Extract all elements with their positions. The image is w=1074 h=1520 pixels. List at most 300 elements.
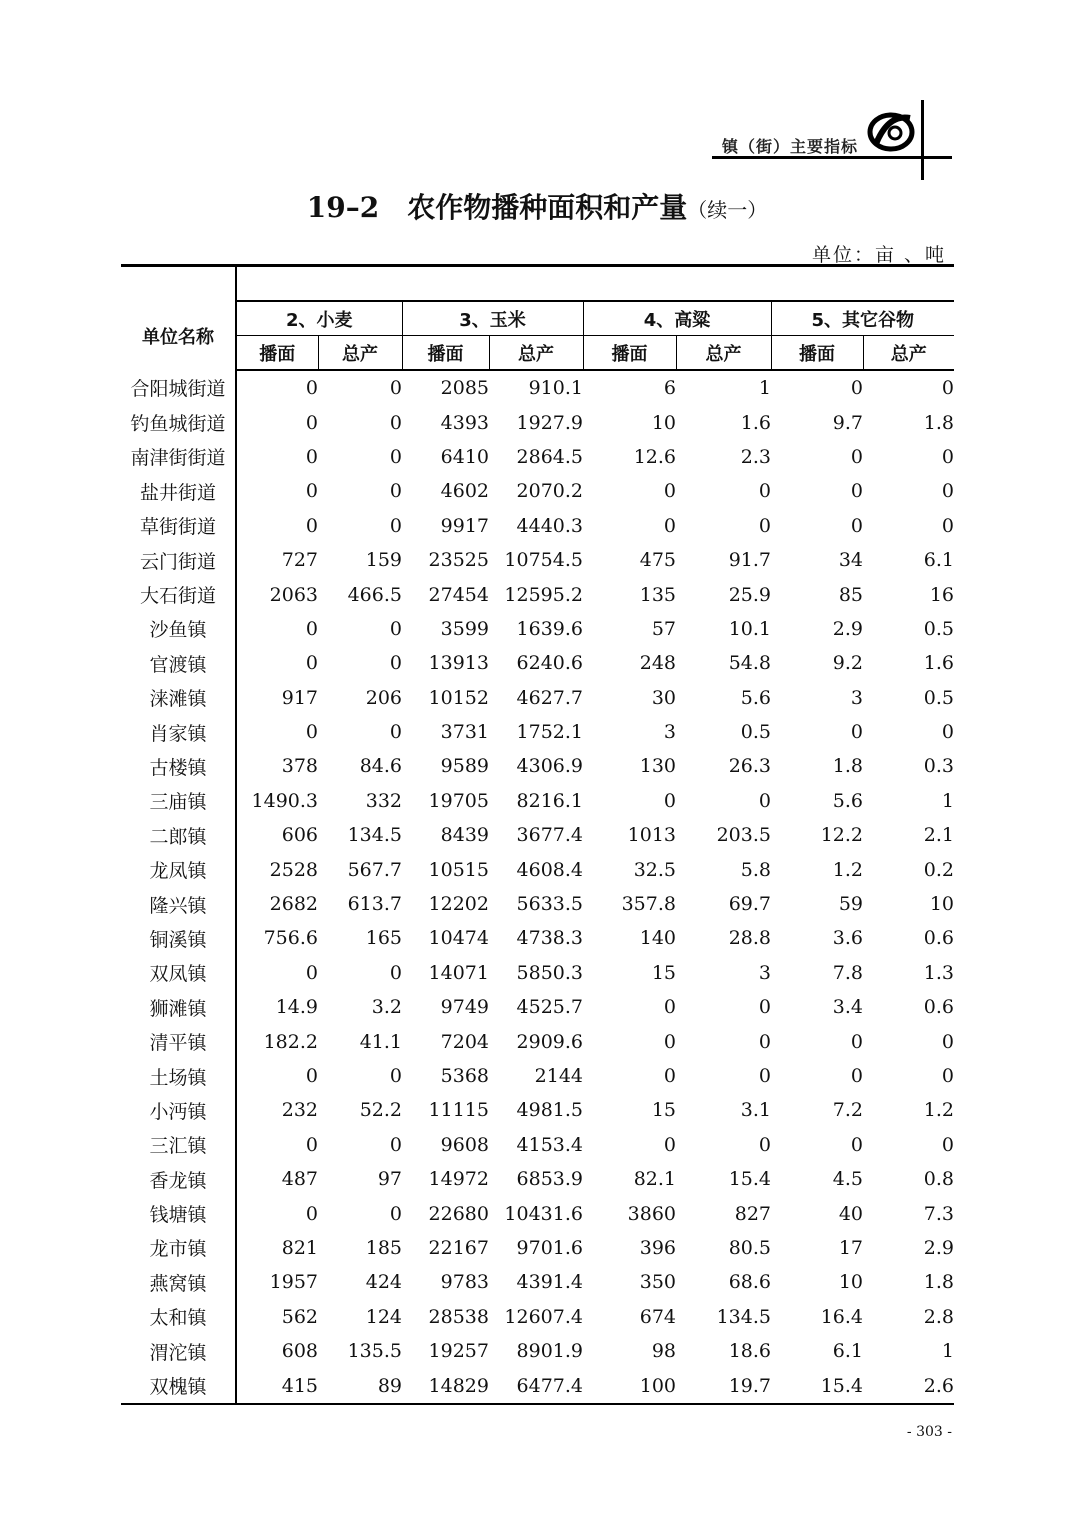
table-cell: 9783 — [440, 1271, 489, 1294]
table-cell: 12.6 — [633, 445, 676, 468]
table-cell: 6410 — [440, 445, 489, 468]
table-cell: 10474 — [428, 927, 489, 950]
table-cell: 32.5 — [633, 858, 676, 881]
table-cell: 30 — [651, 686, 676, 709]
table-cell: 2909.6 — [516, 1030, 583, 1053]
table-cell: 248 — [639, 652, 676, 675]
table-cell: 17 — [838, 1236, 863, 1259]
table-cell: 6 — [663, 377, 676, 400]
table-cell: 332 — [365, 789, 402, 812]
sub-header-output: 总产 — [863, 336, 954, 371]
table-cell: 10.1 — [728, 617, 771, 640]
row-unit-name: 隆兴镇 — [121, 887, 236, 921]
sub-header-row — [121, 336, 954, 371]
sub-header-output: 总产 — [318, 336, 402, 371]
table-row — [121, 646, 954, 680]
table-cell: 674 — [639, 1305, 676, 1328]
table-cell: 756.6 — [263, 927, 318, 950]
table-cell: 3.4 — [832, 996, 863, 1019]
table-cell: 206 — [365, 686, 402, 709]
table-cell: 0 — [305, 377, 318, 400]
table-cell: 10754.5 — [504, 549, 583, 572]
table-cell: 2063 — [269, 583, 318, 606]
row-unit-name: 大石街道 — [121, 577, 236, 611]
table-cell: 9749 — [440, 996, 489, 1019]
table-cell: 0 — [305, 1065, 318, 1087]
table-cell: 19.7 — [676, 1368, 771, 1403]
row-unit-name: 土场镇 — [121, 1059, 236, 1093]
table-cell: 14071 — [428, 961, 489, 984]
table-cell: 350 — [639, 1271, 676, 1294]
table-row — [121, 440, 954, 474]
table-row — [121, 1093, 954, 1127]
table-cell: 475 — [639, 549, 676, 572]
table-cell: 22167 — [428, 1236, 489, 1259]
table-cell: 69.7 — [728, 893, 771, 916]
table-cell: 82.1 — [633, 1168, 676, 1191]
table-cell: 15 — [651, 961, 676, 984]
table-cell: 0 — [941, 445, 954, 468]
table-cell: 28.8 — [728, 927, 771, 950]
table-cell: 1.3 — [923, 961, 954, 984]
table-cell: 608 — [281, 1340, 318, 1363]
row-unit-name: 涞滩镇 — [121, 681, 236, 715]
table-cell: 0 — [389, 1202, 402, 1225]
table-cell: 466.5 — [347, 583, 402, 606]
row-unit-name: 龙凤镇 — [121, 852, 236, 886]
table-cell: 182.2 — [263, 1030, 318, 1053]
table-cell: 424 — [365, 1271, 402, 1294]
group-header-corn: 3、玉米 — [402, 301, 583, 336]
table-cell: 54.8 — [728, 652, 771, 675]
table-row — [121, 577, 954, 611]
table-cell: 26.3 — [728, 755, 771, 778]
row-unit-name: 钓鱼城街道 — [121, 405, 236, 439]
table-cell: 97 — [377, 1168, 402, 1191]
row-unit-name: 沙鱼镇 — [121, 612, 236, 646]
table-cell: 68.6 — [728, 1271, 771, 1294]
table-cell: 10152 — [428, 686, 489, 709]
table-cell: 827 — [734, 1202, 771, 1225]
table-cell: 4153.4 — [516, 1133, 583, 1156]
table-cell: 14.9 — [275, 996, 318, 1019]
table-cell: 0 — [305, 617, 318, 640]
table-cell: 5368 — [440, 1065, 489, 1087]
table-cell: 0 — [850, 1030, 863, 1053]
table-cell: 4306.9 — [516, 755, 583, 778]
table-cell: 4738.3 — [516, 927, 583, 950]
table-cell: 0 — [941, 514, 954, 537]
table-cell: 0 — [389, 514, 402, 537]
table-cell: 23525 — [428, 549, 489, 572]
table-cell: 9917 — [440, 514, 489, 537]
table-cell: 14829 — [402, 1368, 489, 1403]
table-row — [121, 405, 954, 439]
table-row — [121, 681, 954, 715]
table-cell: 1639.6 — [516, 617, 583, 640]
table-cell: 2.6 — [863, 1368, 954, 1403]
table-cell: 6240.6 — [516, 652, 583, 675]
table-row — [121, 887, 954, 921]
table-cell: 0 — [389, 617, 402, 640]
header-vertical-rule — [921, 100, 924, 180]
table-cell: 19705 — [428, 789, 489, 812]
table-cell: 3.6 — [832, 927, 863, 950]
row-unit-name: 狮滩镇 — [121, 990, 236, 1024]
table-cell: 16.4 — [820, 1305, 863, 1328]
table-row — [121, 1162, 954, 1196]
table-cell: 0 — [389, 445, 402, 468]
table-cell: 22680 — [428, 1202, 489, 1225]
table-number: 19–2 — [306, 191, 380, 224]
table-cell: 562 — [281, 1305, 318, 1328]
row-unit-name: 清平镇 — [121, 1024, 236, 1058]
table-cell: 2.9 — [923, 1236, 954, 1259]
table-cell: 0 — [663, 1133, 676, 1156]
table-cell: 0 — [663, 1030, 676, 1053]
table-cell: 4391.4 — [516, 1271, 583, 1294]
table-cell: 1.6 — [740, 411, 771, 434]
table-cell: 8439 — [440, 824, 489, 847]
table-cell: 0.5 — [923, 617, 954, 640]
table-row — [121, 543, 954, 577]
table-cell: 0 — [850, 514, 863, 537]
table-cell: 57 — [651, 617, 676, 640]
table-cell: 1.2 — [832, 858, 863, 881]
page-title — [0, 186, 1074, 226]
table-cell: 0 — [663, 996, 676, 1019]
table-cell: 0 — [389, 1133, 402, 1156]
table-cell: 0 — [850, 377, 863, 400]
table-row — [121, 1024, 954, 1058]
table-cell: 0 — [305, 652, 318, 675]
table-row — [121, 1231, 954, 1265]
row-unit-name: 草街街道 — [121, 509, 236, 543]
table-cell: 0 — [305, 411, 318, 434]
table-cell: 0 — [758, 996, 771, 1019]
table-cell: 910.1 — [528, 377, 583, 400]
table-cell: 15.4 — [728, 1168, 771, 1191]
table-cell: 0 — [305, 721, 318, 744]
sub-header-area: 播面 — [236, 336, 318, 371]
table-cell: 0 — [389, 721, 402, 744]
table-cell: 1 — [941, 1340, 954, 1363]
table-cell: 5.6 — [832, 789, 863, 812]
table-cell: 12607.4 — [504, 1305, 583, 1328]
table-cell: 0 — [389, 652, 402, 675]
row-unit-name: 渭沱镇 — [121, 1334, 236, 1368]
table-row — [121, 818, 954, 852]
table-cell: 0 — [305, 961, 318, 984]
table-cell: 6477.4 — [489, 1368, 583, 1403]
table-cell: 89 — [318, 1368, 402, 1403]
table-cell: 3677.4 — [516, 824, 583, 847]
table-cell: 613.7 — [347, 893, 402, 916]
row-unit-name: 双槐镇 — [121, 1368, 236, 1403]
table-cell: 52.2 — [359, 1099, 402, 1122]
table-cell: 134.5 — [347, 824, 402, 847]
table-cell: 3599 — [440, 617, 489, 640]
table-cell: 0 — [941, 1030, 954, 1053]
table-cell: 0 — [941, 377, 954, 400]
table-cell: 0 — [758, 514, 771, 537]
table-cell: 4602 — [440, 480, 489, 503]
table-cell: 378 — [281, 755, 318, 778]
table-cell: 1.2 — [923, 1099, 954, 1122]
row-unit-name: 三汇镇 — [121, 1128, 236, 1162]
table-cell: 0 — [389, 961, 402, 984]
table-cell: 3860 — [627, 1202, 676, 1225]
table-cell: 130 — [639, 755, 676, 778]
table-cell: 0 — [305, 445, 318, 468]
table-body — [121, 370, 954, 1404]
table-cell: 13913 — [428, 652, 489, 675]
table-cell: 140 — [639, 927, 676, 950]
table-row — [121, 715, 954, 749]
table-cell: 10515 — [428, 858, 489, 881]
table-cell: 1.8 — [923, 411, 954, 434]
table-cell: 0 — [389, 1065, 402, 1087]
table-cell: 14972 — [428, 1168, 489, 1191]
table-cell: 185 — [365, 1236, 402, 1259]
table-row — [121, 990, 954, 1024]
table-cell: 0 — [758, 1133, 771, 1156]
row-unit-name: 二郎镇 — [121, 818, 236, 852]
table-cell: 2864.5 — [516, 445, 583, 468]
row-unit-name: 古楼镇 — [121, 749, 236, 783]
table-cell: 1752.1 — [516, 721, 583, 744]
table-cell: 40 — [838, 1202, 863, 1225]
table-cell: 3 — [758, 961, 771, 984]
table-cell: 0 — [941, 1133, 954, 1156]
table-cell: 10 — [651, 411, 676, 434]
row-unit-name: 云门街道 — [121, 543, 236, 577]
table-cell: 6.1 — [832, 1340, 863, 1363]
table-cell: 0 — [758, 789, 771, 812]
table-cell: 85 — [838, 583, 863, 606]
table-row — [121, 474, 954, 508]
table-cell: 0.6 — [923, 996, 954, 1019]
table-cell: 3.2 — [371, 996, 402, 1019]
table-cell: 0 — [850, 1133, 863, 1156]
table-cell: 2528 — [269, 858, 318, 881]
table-cell: 7204 — [440, 1030, 489, 1053]
table-cell: 2144 — [534, 1065, 583, 1087]
table-cell: 6.1 — [923, 549, 954, 572]
table-cell: 159 — [365, 549, 402, 572]
table-cell: 4627.7 — [516, 686, 583, 709]
table-cell: 4608.4 — [516, 858, 583, 881]
table-cell: 0 — [758, 480, 771, 503]
table-cell: 165 — [365, 927, 402, 950]
table-cell: 0 — [850, 721, 863, 744]
table-cell: 4.5 — [832, 1168, 863, 1191]
table-row — [121, 1334, 954, 1368]
table-cell: 41.1 — [359, 1030, 402, 1053]
table-cell: 0 — [663, 1065, 676, 1087]
table-cell: 15 — [651, 1099, 676, 1122]
table-cell: 0 — [389, 411, 402, 434]
table-cell: 27454 — [428, 583, 489, 606]
table-cell: 415 — [236, 1368, 318, 1403]
table-cell: 7.8 — [832, 961, 863, 984]
table-row — [121, 1368, 954, 1403]
table-row — [121, 921, 954, 955]
row-unit-name: 燕窝镇 — [121, 1265, 236, 1299]
table-row — [121, 784, 954, 818]
table-cell: 11115 — [428, 1099, 489, 1122]
sub-header-output: 总产 — [676, 336, 771, 371]
table-cell: 2682 — [269, 893, 318, 916]
table-cell: 25.9 — [728, 583, 771, 606]
row-unit-name: 龙市镇 — [121, 1231, 236, 1265]
table-cell: 727 — [281, 549, 318, 572]
table-cell: 2070.2 — [516, 480, 583, 503]
table-row — [121, 612, 954, 646]
table-cell: 0 — [663, 789, 676, 812]
row-unit-name: 钱塘镇 — [121, 1196, 236, 1230]
table-cell: 7.3 — [923, 1202, 954, 1225]
table-cell: 6853.9 — [516, 1168, 583, 1191]
row-unit-name: 合阳城街道 — [121, 370, 236, 405]
table-cell: 0 — [758, 1030, 771, 1053]
table-cell: 134.5 — [716, 1305, 771, 1328]
table-cell: 9589 — [440, 755, 489, 778]
table-cell: 396 — [639, 1236, 676, 1259]
group-header-other-grains: 5、其它谷物 — [771, 301, 954, 336]
table-cell: 0 — [663, 514, 676, 537]
page-number: - 303 - — [906, 1424, 952, 1440]
table-cell: 1 — [758, 377, 771, 400]
table-cell: 2.8 — [923, 1305, 954, 1328]
row-unit-name: 官渡镇 — [121, 646, 236, 680]
row-unit-name: 太和镇 — [121, 1300, 236, 1334]
table-cell: 9608 — [440, 1133, 489, 1156]
title-suffix: （续一） — [687, 198, 768, 222]
row-unit-name: 肖家镇 — [121, 715, 236, 749]
table-cell: 2.1 — [923, 824, 954, 847]
table-cell: 1927.9 — [516, 411, 583, 434]
table-cell: 2085 — [440, 377, 489, 400]
row-unit-name: 小沔镇 — [121, 1093, 236, 1127]
table-cell: 4393 — [440, 411, 489, 434]
name-column-header: 单位名称 — [121, 301, 236, 370]
table-row — [121, 1196, 954, 1230]
table-cell: 80.5 — [728, 1236, 771, 1259]
table-cell: 0 — [389, 377, 402, 400]
table-cell: 4981.5 — [516, 1099, 583, 1122]
group-header-row — [121, 301, 954, 336]
row-unit-name: 铜溪镇 — [121, 921, 236, 955]
sub-header-area: 播面 — [402, 336, 489, 371]
table-cell: 917 — [281, 686, 318, 709]
table-cell: 124 — [365, 1305, 402, 1328]
table-cell: 0.5 — [923, 686, 954, 709]
table-cell: 3 — [663, 721, 676, 744]
table-row — [121, 370, 954, 405]
table-cell: 9.2 — [832, 652, 863, 675]
table-cell: 1 — [941, 789, 954, 812]
table-cell: 9701.6 — [516, 1236, 583, 1259]
table-cell: 1490.3 — [251, 789, 318, 812]
table-cell: 0.2 — [923, 858, 954, 881]
table-cell: 0 — [850, 480, 863, 503]
table-cell: 5.6 — [740, 686, 771, 709]
table-row — [121, 956, 954, 990]
table-cell: 0 — [389, 480, 402, 503]
table-cell: 34 — [838, 549, 863, 572]
table-cell: 12202 — [428, 893, 489, 916]
table-cell: 10 — [838, 1271, 863, 1294]
table-cell: 59 — [838, 893, 863, 916]
table-cell: 567.7 — [347, 858, 402, 881]
table-cell: 84.6 — [359, 755, 402, 778]
table-cell: 8216.1 — [516, 789, 583, 812]
table-cell: 0.6 — [923, 927, 954, 950]
table-cell: 8901.9 — [516, 1340, 583, 1363]
table-cell: 2.3 — [740, 445, 771, 468]
table-cell: 357.8 — [621, 893, 676, 916]
table-cell: 606 — [281, 824, 318, 847]
table-cell: 487 — [281, 1168, 318, 1191]
table-cell: 5.8 — [740, 858, 771, 881]
table-cell: 0 — [305, 1202, 318, 1225]
sub-header-output: 总产 — [489, 336, 583, 371]
table-cell: 12595.2 — [504, 583, 583, 606]
table-cell: 19257 — [428, 1340, 489, 1363]
table-cell: 0 — [850, 1065, 863, 1087]
table-row — [121, 1300, 954, 1334]
sub-header-area: 播面 — [583, 336, 676, 371]
table-cell: 0 — [758, 1065, 771, 1087]
table-cell: 9.7 — [832, 411, 863, 434]
yearbook-logo-icon — [866, 108, 916, 154]
table-cell: 16 — [929, 583, 954, 606]
table-cell: 5633.5 — [516, 893, 583, 916]
row-unit-name: 盐井街道 — [121, 474, 236, 508]
header-blank-row — [121, 266, 954, 302]
unit-label: 单位：亩 、吨 — [811, 244, 946, 266]
row-unit-name: 南津街街道 — [121, 440, 236, 474]
header-section-label: 镇（街）主要指标 — [722, 137, 859, 156]
table-cell: 0.3 — [923, 755, 954, 778]
table-cell: 0 — [305, 480, 318, 503]
table-cell: 4525.7 — [516, 996, 583, 1019]
row-unit-name: 三庙镇 — [121, 784, 236, 818]
title-main: 农作物播种面积和产量 — [407, 191, 688, 224]
table-cell: 135 — [639, 583, 676, 606]
table-cell: 5850.3 — [516, 961, 583, 984]
crop-data-table — [121, 264, 954, 1405]
table-cell: 135.5 — [347, 1340, 402, 1363]
table-row — [121, 1128, 954, 1162]
group-header-wheat: 2、小麦 — [236, 301, 402, 336]
table-row — [121, 852, 954, 886]
table-cell: 0.5 — [740, 721, 771, 744]
group-header-sorghum: 4、高粱 — [583, 301, 771, 336]
table-cell: 1957 — [269, 1271, 318, 1294]
table-cell: 100 — [583, 1368, 676, 1403]
table-cell: 0 — [305, 1133, 318, 1156]
row-unit-name: 双凤镇 — [121, 956, 236, 990]
table-cell: 821 — [281, 1236, 318, 1259]
table-cell: 3 — [850, 686, 863, 709]
table-cell: 0.8 — [923, 1168, 954, 1191]
table-cell: 15.4 — [771, 1368, 863, 1403]
table-row — [121, 749, 954, 783]
table-cell: 91.7 — [728, 549, 771, 572]
table-cell: 232 — [281, 1099, 318, 1122]
